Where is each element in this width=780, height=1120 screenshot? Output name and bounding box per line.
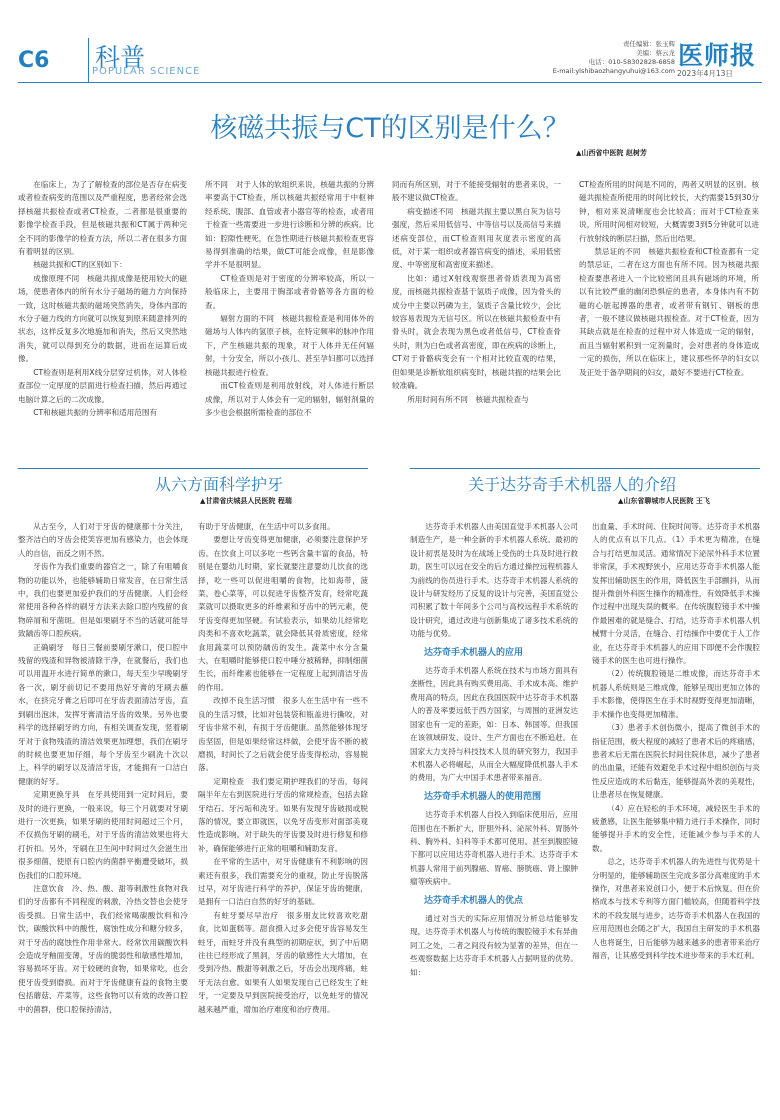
- article1-column-3: [392, 178, 561, 450]
- article1-title: 核磁共振与CT的区别是什么？: [210, 113, 570, 144]
- article1-column-4: [579, 178, 759, 450]
- article1-byline: ▲山西省中医院 赵树芳: [576, 149, 647, 157]
- paragraph: CT检查则是利用X线分层穿过机体，对人体检查部位一定厚度的层面进行检查扫描，然后再通过电脑计算之后的二次成像。: [18, 367, 187, 404]
- designer-line: 美编：蔡云龙: [636, 49, 675, 57]
- paragraph: 禁忌证的不同 核磁共振检查和CT检查都有一定的禁忌证，二者在这方面也有所不同。因为核磁共振检查要患者进入一个比较密闭且具有磁场的环境，所以有比较严重的幽闭恐惧症的患者，本身体内有不防磁的心脏起搏器的患者，或者带有钢钉、钢板的患者，一般不建议做核磁共振检查。对于CT检查，因为其缺点就是在检查的过程中对人体造成一定的辐射，而且当辐射累积到一定剂量时，会对患者的身体造成一定的损伤，所以在临床上，建议那些怀孕的妇女以及正处于备孕期间的妇女，最好不要进行CT检查。: [579, 247, 759, 377]
- article2-title: 从六方面科学护牙: [155, 475, 284, 494]
- section-english: POPULAR SCIENCE: [92, 66, 201, 77]
- article3-subheading-application: 达芬奇手术机器人的应用: [424, 647, 524, 658]
- article3-byline: ▲山东省聊城市人民医院 王飞: [618, 497, 710, 505]
- paragraph: 定期更换牙具 在牙具使用到一定时间后，要及时的进行更换，一般来说，每三个月就要对牙刷进行一次更换，如果牙刷的使用时间超过三个月，不仅损伤牙刷的刷毛，对于牙齿的清洁效果也将大打折扣。另外，牙刷在卫生间中时间过久会滋生出很多细菌，使原有口腔内的菌群平衡遭受破坏，损伤我们的口腔环境。: [18, 790, 188, 880]
- paragraph: 定期检查 我们要定期护理我们的牙齿，每间隔半年左右到医院进行牙齿的常规检查，包括去除牙结石、牙污垢和洗牙。如果有发现牙齿破损或脱落的情况，要立即就医，以免牙齿变形对面部美观性造成影响。对于缺失的牙齿要及时进行修复和修补，确保能够进行正常的咀嚼和辅助发音。: [198, 776, 368, 853]
- header-divider: [88, 38, 89, 82]
- paragraph: 比如：通过X射线观察患者骨质表现为高密度，而核磁共振检查基于氢质子成像，因为骨头的成分中主要以钙磷为主，氢质子含量比较少，会比较容易表现为无信号区。所以在核磁共振检查中有骨头时，就会表现为黑色或者低信号，CT检查骨头时，则为白色或者高密度，即在疾病的诊断上，CT对于骨骼病变会有一个相对比较直观的结果，但如果是诊断软组织病变时，核磁共振的结果会比较准确。: [392, 273, 561, 391]
- section-number: C6: [18, 48, 50, 73]
- paragraph: 病变描述不同 核磁共振主要以黑白灰为信号强度，然后采用低信号、中等信号以及高信号来描述病变部位，而CT检查则用灰度表示密度的高低，对于某一组织或者器官病变的描述，采用低密度、中等密度和高密度来描述。: [392, 206, 561, 270]
- article3-rule: [410, 468, 760, 469]
- paragraph: 要想让牙齿变得更加健康，必须要注意保护牙齿。在饮食上可以多吃一些钙含量丰富的食品，特别是在婴幼儿时期，家长就要注意婴幼儿饮食的选择，吃一些可以促进咀嚼的食物，比如海带，菠菜，卷心菜等，可以促进牙齿整齐发育，经常吃蔬菜就可以摄取更多的纤维素和牙齿中的钙元素，使牙齿变得更加坚硬。有试验表示，如果幼儿经常吃肉类和不喜欢吃蔬菜，就会降低其骨质密度，经常食用蔬菜可以预防龋齿的发生。蔬菜中水分含量大，在咀嚼时能够使口腔中唾分被稀释，抑制细菌生长，而纤维素也能够在一定程度上起到清洁牙齿的作用。: [198, 535, 368, 692]
- paragraph: CT检查所用的时间是不同的，两者又明显的区别。核磁共振检查所使用的时间比较长，大约需要15到30分钟，相对来说清晰度也会比较高；而对于CT检查来说，所用时间相对较短，大概需要3到5分钟就可以进行放射线的断层扫描，然后出结果。: [579, 180, 759, 243]
- article3-column-1: [410, 520, 578, 1112]
- paragraph: 达芬奇手术机器人自投入到临床使用后，应用范围也在不断扩大，肝胆外科、泌尿外科、胃肠外科、胸外科、妇科等手术都可使用。甚至到腹腔镜下都可以应用达芬奇机器人进行手术。达芬奇手术机器人常用于前列腺癌、胃癌、膀胱癌、肾上腺肿瘤等疾病中。: [410, 810, 578, 887]
- paragraph: （4）应在轻松的手术环境，减轻医生手术的疲惫感，让医生能够集中精力进行手术操作，同时能够提升手术的安全性，还能减少参与手术的人数。: [592, 803, 760, 853]
- article2-column-2: [198, 520, 368, 1112]
- paragraph: 所用时间有所不同 核磁共振检查与: [407, 394, 529, 404]
- paragraph: 改掉不良生活习惯 很多人在生活中有一些不良的生活习惯，比如对包装袋和瓶盖进行撕咬，对牙齿非常不利，有损于牙齿健康。虽然能够体现牙齿坚固，但是如果经常这样做，会使牙齿不断的被磨损，时间长了之后就会使牙齿变得松动，容易脱落。: [198, 696, 368, 773]
- paragraph: 达芬奇手术机器人由美国直觉手术机器人公司制造生产，是一种全新的手术机器人系统。最初的设计初衷是及时为在战场上受伤的士兵及时进行救助，医生可以远在安全的后方通过操控远程机器人为前线的伤员进行手术。达芬奇手术机器人系统的设计与研发经历了反复的设计与完善，美国直觉公司积累了数十年间多个公司与高校远程手术系统的设计研究，通过改进与创新集成了诸多技术系统的功能与优势。: [410, 522, 578, 639]
- paragraph: 牙齿作为我们重要的器官之一，除了有咀嚼食物的功能以外，也能够辅助日常发音，在日常生活中，我们也要更加爱护我们的牙齿健康。人们会经常使用各种各样的刷牙方法来去除口腔内残留的食物碎屑和牙菌斑。但是如果刷牙不当的话就可能导致龋齿等口腔疾病。: [18, 562, 188, 639]
- paragraph: 同而有所区别，对于不能接受辐射的患者来说，一般不建议做CT检查。: [392, 180, 561, 203]
- article3-title: 关于达芬奇手术机器人的介绍: [468, 475, 677, 494]
- paragraph: 注意饮食 冷、热、酸、甜等刺激性食物对我们的牙齿都有不同程度的刺激，冷热交替也会使牙齿受损。日常生活中，我们经常喝碳酸饮料和冷饮，碳酸饮料中的酸性，腐蚀性成分和糖分较多，对于牙齿的腐蚀性作用非常大。经常饮用碳酸饮料会造成牙釉面变薄，牙齿的脆弱性和敏感性增加，容易损坏牙齿。对于较硬的食物，如果常吃，也会使牙齿受到磨损。而对于牙齿健康有益的食物主要包括蘑菇、芹菜等，这些食物可以有效的改善口腔中的菌群，使口腔保持清洁，: [18, 883, 188, 1014]
- paragraph: （3）患者手术创伤微小，提高了微创手术的指征范围，极大程度的减轻了患者术后的疼痛感，患者术后无需在医院长时间住院休息，减少了患者的出血量，还能有效避免手术过程中组织创伤与炎性反应造成的术后黏连，能够提高外表的美观性，让患者尽在恢复健康。: [592, 723, 760, 800]
- paragraph: 通过对当天的实际应用情况分析总结能够发现，达芬奇手术机器人与传统的腹腔镜手术有异曲同工之处，二者之间没有较为显著的差异，但在一些观察数据上达芬奇手术机器人占据明显的优势。如：: [410, 913, 578, 977]
- issue-date: 2023年4月13日: [677, 69, 733, 78]
- article1-column-1: [18, 178, 187, 450]
- header-rule: [18, 82, 762, 83]
- paragraph: 有助于牙齿健康，在生活中可以多食用。: [198, 522, 335, 531]
- paragraph: （2）传统腹腔镜是二维成像，而达芬奇手术机器人系统则是三维成像，能够呈现出更加立体的手术影像，使得医生在手术时视野变得更加清晰，手术操作也变得更加精准。: [592, 669, 760, 719]
- paragraph: 在临床上，为了了解检查的部位是否存在病变或者检查病变的范围以及严重程度，患者经常会选择核磁共振检查或者CT检查，二者都是很重要的影像学检查手段，但是核磁共振和CT属于两种完全不同的影像学的检查方法，所以二者在很多方面有着明显的区别。: [18, 180, 187, 257]
- editor-line: 责任编辑：张玉辉: [623, 40, 675, 48]
- paragraph: 在平常的生活中，对牙齿健康有不利影响的因素还有很多，我们需要充分的重视，防止牙齿脱落过早，对牙齿进行科学的养护，保证牙齿的健康，是拥有一口洁白自然的好牙的基础。: [198, 857, 368, 907]
- article3-subheading-scope: 达芬奇手术机器人的使用范围: [424, 791, 542, 802]
- email-line: E-mail:ylshibaozhangyuhui@163.com: [552, 67, 675, 75]
- newspaper-logo: 医师报: [678, 41, 757, 70]
- paragraph: CT和核磁共振的分辨率和适用范围有: [33, 407, 158, 417]
- article3-subheading-advantages: 达芬奇手术机器人的优点: [424, 895, 524, 906]
- paragraph: 总之，达芬奇手术机器人的先进性与优势是十分明显的，能够辅助医生完成多部分高难度的手术操作，对患者来说创口小，便于术后恢复。但在价格成本与技术专利等方面门槛较高，但随着科学技术的不段发展与进步，达芬奇手术机器人在我国的应用范围也会随之扩大，我国自主研发的手术机器人也将诞生，日后能够为越来越多的患者带来治疗福音，让其感受到科学技术进步带来的手术红利。: [592, 857, 760, 960]
- article2-column-1: [18, 520, 188, 1112]
- article3-column-2: [592, 520, 760, 1112]
- section-name: 科普: [95, 43, 146, 72]
- paragraph: 正确刷牙 每日三餐前要刷牙漱口，使口腔中残留的残渣和异物被清除干净，在就餐后，我们也可以用温开水进行简单的漱口，每天至少早晚刷牙各一次，刷牙前切记不要用热好牙膏的牙刷去蘸水，在挤完牙膏之后即可在牙齿表面清洁牙齿，直到刷出泡沫，发挥牙膏清洁牙齿的效果。另外也要科学的选择刷牙的方向，有相关调查发现，竖着刷牙对于食物残渣的清洁效果更加理想，我们在刷牙的时候也要更加仔细，每个牙齿至少刷洗十次以上，科学的刷牙以及清洁牙齿，才能拥有一口洁白健康的好牙。: [18, 642, 188, 786]
- paragraph: 出血量、手术时间、住院时间等。达芬奇手术机器人的优点有以下几点。（1）手术更为精准，在缝合与打结更加灵活。通常情况下泌尿外科手术位置非常深，手术视野狭小，应用达芬奇手术机器人能发挥出辅助医生的作用，降低医生手部颤抖，从而提升微创外科医生操作的精准性，有效降低手术操作过程中出现失误的概率。在传统腹腔镜手术中操作最困难的就是缝合、打结，达芬奇手术机器人机械臂十分灵活，在缝合、打结操作中要优于人工作业，在达芬奇手术机器人的应用下即便不会作腹腔镜手术的医生也可进行操作。: [592, 522, 760, 666]
- paragraph: 辐射方面的不同 核磁共振检查是利用体外的磁场与人体内的氢原子核，在特定频率的脉冲作用下，产生核磁共振的现象，对于人体并无任何辐射，十分安全，所以小孩儿、甚至孕妇都可以选择核磁共振进行检查。: [205, 314, 374, 377]
- article2-rule: [18, 468, 368, 469]
- paragraph: 成像原理不同 核磁共振成像是使用较大的磁场，使患者体内的所有水分子磁场的磁力方向保持一致，这时核磁共振的磁场突然消失，身体内部的水分子磁力线的方向就可以恢复到原来随意排列的状态，这样反复多次地施加和消失，然后又突然地消失，就可以得到充分的数据，进而在运算后成像。: [18, 273, 187, 364]
- editor-info: [475, 40, 675, 76]
- paragraph: 达芬奇手术机器人系统在技术与市场方面具有垄断性，因此具有购买费用高、手术成本高、维护费用高的特点，因此在我国医院中达芬奇手术机器人的普及率要远低于西方国家，与周围的亚洲发达国家也有一定的差距，如：日本、韩国等。但我国在该领域研发、设计、生产方面也在不断追赶。在国家大力支持与科技技术人员的研究努力，我国手术机器人必将崛起，从而全大幅度降低机器人手术的费用，为广大中国手术患者带来福音。: [410, 666, 578, 783]
- paragraph: 从古至今，人们对于牙齿的健康都十分关注，整齐洁白的牙齿会使笑容更加有感染力，也会体现人的自信，而反之则不然。: [18, 522, 188, 558]
- paragraph: 而CT检查则是利用放射线，对人体进行断层成像，所以对于人体会有一定的辐射，辐射剂量的多少也会根据所需检查的部位不: [205, 381, 374, 417]
- phone-line: 电话：010-58302828-6858: [588, 58, 675, 66]
- paragraph: 有蛀牙要尽早治疗 很多朋友比较喜欢吃甜食，比如蛋糕等。甜食摄入过多会使牙齿容易发生蛀牙，而蛀牙并没有典型的初期症状，到了中后期往往已经形成了黑洞，牙齿的敏感性大大增加，在受到冷热、酸甜等刺激之后，牙齿会出现疼痛，蛀牙无法自愈。如果有人如果发现自己已经发生了蛀牙，一定要及早到医院接受治疗，以免蛀牙的情况越来越严重，增加治疗难度和治疗费用。: [198, 910, 368, 1014]
- paragraph: 核磁共振和CT的区别如下：: [33, 260, 127, 270]
- article2-byline: ▲甘肃省庆城县人民医院 程瑞: [200, 497, 292, 505]
- paragraph: 所不同 对于人体的软组织来说，核磁共振的分辨率要高于CT检查，所以核磁共振经常用于中枢神经系统、腹部、血管或者小器官等的检查，或者用于检查一些需要进一步进行诊断和分辨的疾病。比如：腔隙性梗死，在急性期进行核磁共振检查更容易得到准确的结果，做CT可能会成像，但是影像学并不是很明显。: [205, 180, 374, 270]
- paragraph: CT检查则是对于密度的分辨率较高，所以一般临床上，主要用于胸部或者骨骼等各方面的检查。: [205, 273, 374, 310]
- article1-column-2: [205, 178, 374, 450]
